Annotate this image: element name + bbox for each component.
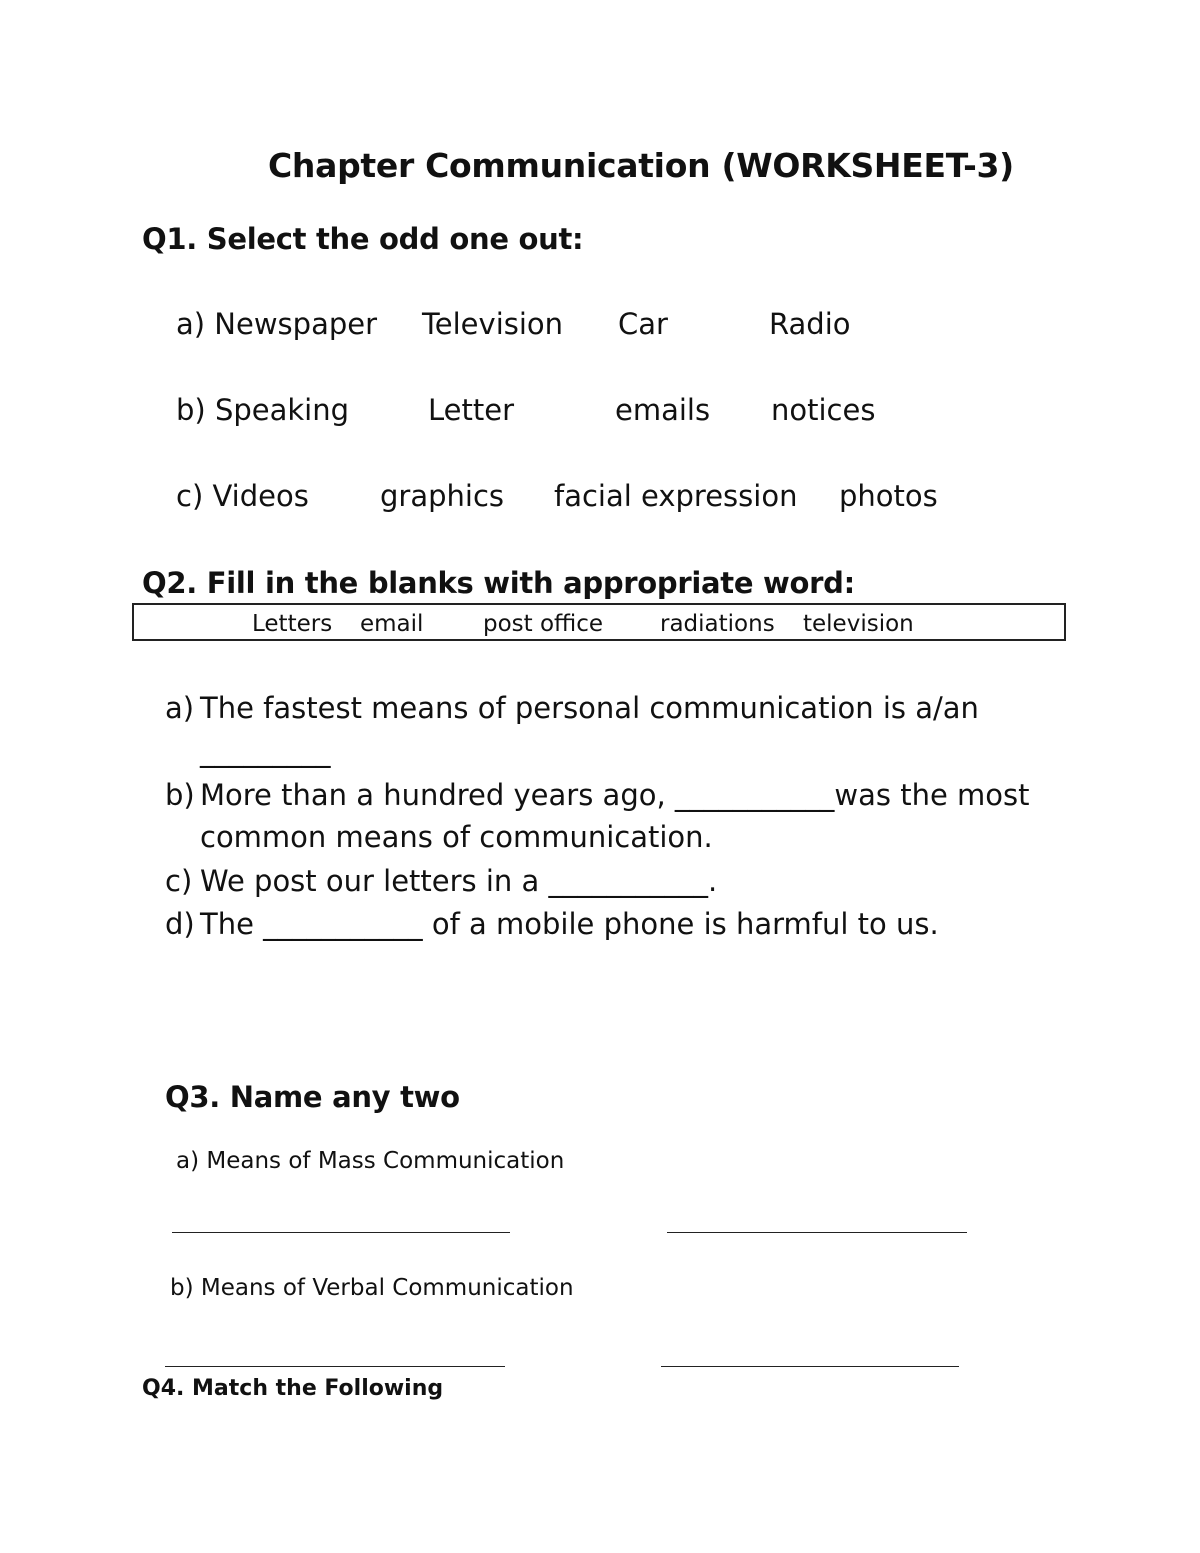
q2-a-marker: a) <box>165 691 195 725</box>
q1-a-label: a) Newspaper <box>176 307 378 341</box>
word-bank-item: Letters <box>252 611 333 637</box>
q3-a-label: a) Means of Mass Communication <box>176 1148 565 1174</box>
answer-line <box>172 1232 510 1233</box>
q2-a-blank: _________ <box>200 734 331 768</box>
q1-a-item: Radio <box>769 307 851 341</box>
q1-b-label: b) Speaking <box>176 393 350 427</box>
q2-b-text-cont: common means of communication. <box>200 820 713 854</box>
q2-c-text: We post our letters in a ___________. <box>200 864 718 898</box>
q1-b-item: emails <box>615 393 711 427</box>
page-title: Chapter Communication (WORKSHEET-3) <box>268 146 1014 185</box>
q3-b-label: b) Means of Verbal Communication <box>170 1275 574 1301</box>
q2-c-marker: c) <box>165 864 193 898</box>
q4-heading: Q4. Match the Following <box>142 1376 444 1401</box>
answer-line <box>661 1366 959 1367</box>
q1-c-label: c) Videos <box>176 479 309 513</box>
word-bank-item: radiations <box>660 611 775 637</box>
word-bank-item: post office <box>483 611 604 637</box>
q1-a-item: Car <box>618 307 668 341</box>
q1-c-item: graphics <box>380 479 505 513</box>
q2-d-marker: d) <box>165 907 195 941</box>
q2-d-text: The ___________ of a mobile phone is harmful to us. <box>200 907 939 941</box>
q1-c-item: photos <box>839 479 938 513</box>
q1-b-item: notices <box>771 393 876 427</box>
q2-b-text: More than a hundred years ago, ___________was the most <box>200 778 1030 812</box>
q1-c-item: facial expression <box>554 479 798 513</box>
answer-line <box>667 1232 967 1233</box>
q1-a-item: Television <box>422 307 564 341</box>
q2-b-marker: b) <box>165 778 195 812</box>
answer-line <box>165 1366 505 1367</box>
word-bank-item: email <box>360 611 424 637</box>
word-bank-box <box>132 603 1066 641</box>
q2-a-text: The fastest means of personal communication is a/an <box>200 691 979 725</box>
q1-heading: Q1. Select the odd one out: <box>142 222 584 256</box>
q3-heading: Q3. Name any two <box>165 1080 460 1114</box>
word-bank-item: television <box>803 611 914 637</box>
q1-b-item: Letter <box>428 393 514 427</box>
q2-heading: Q2. Fill in the blanks with appropriate word: <box>142 566 855 600</box>
